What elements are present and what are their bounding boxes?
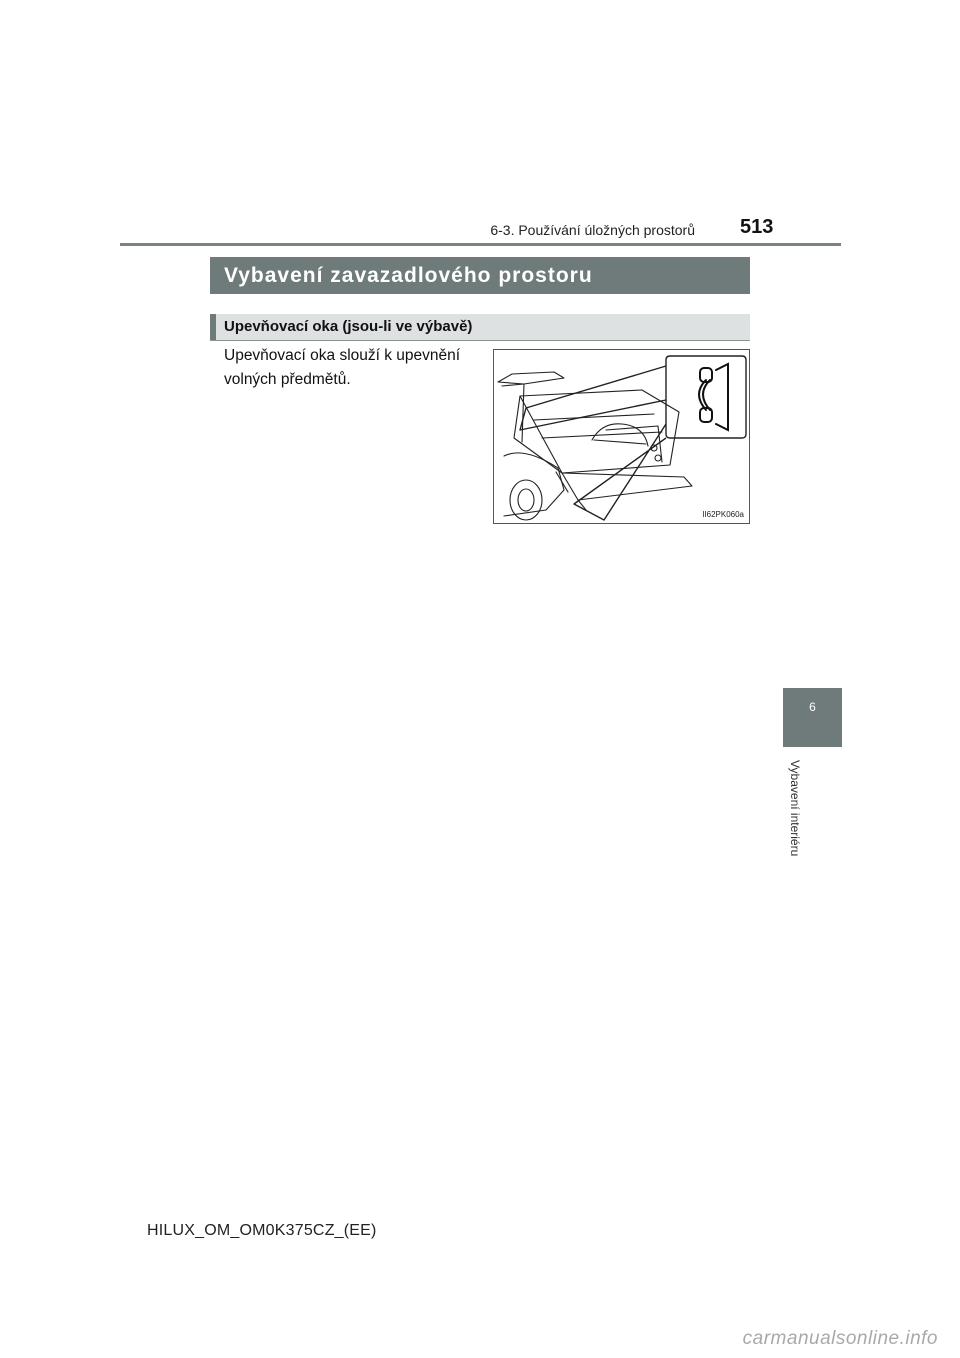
document-id: HILUX_OM_OM0K375CZ_(EE)	[147, 1222, 377, 1239]
body-line-2: volných předmětů.	[224, 371, 351, 388]
chapter-number: 6	[809, 700, 816, 714]
cargo-bed-tie-down-illustration	[494, 350, 749, 523]
figure-code: II62PK060a	[702, 510, 744, 519]
body-line-1: Upevňovací oka slouží k upevnění	[224, 347, 461, 364]
header-section-title: 6-3. Používání úložných prostorů	[490, 222, 695, 238]
watermark: carmanualsonline.info	[742, 1328, 938, 1349]
subsection-banner	[210, 314, 750, 341]
header-divider	[120, 243, 841, 246]
page-number: 513	[740, 216, 774, 238]
chapter-label: Vybavení interiéru	[788, 760, 802, 857]
subsection-title: Upevňovací oka (jsou-li ve výbavě)	[224, 318, 473, 335]
section-title: Vybavení zavazadlového prostoru	[210, 257, 750, 294]
chapter-tab	[783, 688, 842, 747]
cargo-bed-figure	[493, 349, 750, 524]
subsection-accent-bar	[210, 314, 216, 340]
body-paragraph	[224, 344, 484, 392]
